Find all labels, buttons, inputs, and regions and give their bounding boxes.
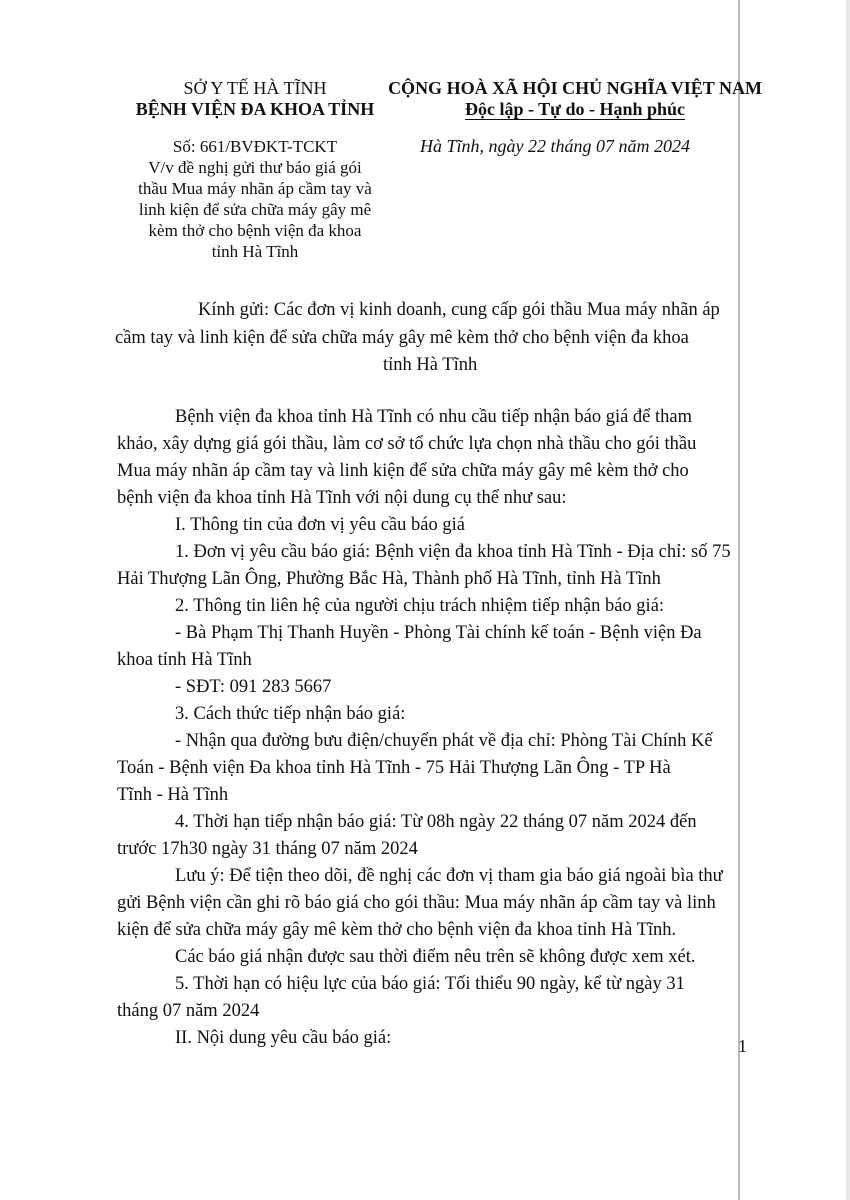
- body-line-22: 5. Thời hạn có hiệu lực của báo giá: Tối thiểu 90 ngày, kể từ ngày 31: [175, 974, 685, 994]
- body-line-16: 4. Thời hạn tiếp nhận báo giá: Từ 08h ngày 22 tháng 07 năm 2024 đến: [175, 812, 697, 832]
- place-date: Hà Tĩnh, ngày 22 tháng 07 năm 2024: [420, 136, 690, 156]
- ministry-name: SỞ Y TẾ HÀ TĨNH: [183, 78, 327, 98]
- body-line-23: tháng 07 năm 2024: [117, 1001, 260, 1021]
- section-1-heading: I. Thông tin của đơn vị yêu cầu báo giá: [175, 515, 465, 535]
- body-line-8: 2. Thông tin liên hệ của người chịu trách nhiệm tiếp nhận báo giá:: [175, 596, 665, 616]
- body-line-4: bệnh viện đa khoa tỉnh Hà Tĩnh với nội dung cụ thể như sau:: [117, 488, 567, 508]
- body-line-13: - Nhận qua đường bưu điện/chuyển phát về địa chỉ: Phòng Tài Chính Kế: [175, 731, 713, 751]
- note-line-1: Lưu ý: Để tiện theo dõi, đề nghị các đơn vị tham gia báo giá ngoài bìa thư: [175, 866, 723, 886]
- scan-edge: [738, 0, 740, 1200]
- hospital-name: BỆNH VIỆN ĐA KHOA TỈNH: [135, 99, 375, 119]
- body-line-2: khảo, xây dựng giá gói thầu, làm cơ sở tổ chức lựa chọn nhà thầu cho gói thầu: [117, 434, 697, 454]
- note-line-3: kiện để sửa chữa máy gây mê kèm thở cho bệnh viện đa khoa tỉnh Hà Tĩnh.: [117, 920, 677, 940]
- subject-line-4: kèm thở cho bệnh viện đa khoa: [148, 221, 362, 240]
- scan-edge-right: [846, 0, 850, 1200]
- body-line-7: Hải Thượng Lãn Ông, Phường Bắc Hà, Thành phố Hà Tĩnh, tỉnh Hà Tĩnh: [117, 569, 661, 589]
- body-line-10: khoa tỉnh Hà Tĩnh: [117, 650, 252, 670]
- recipient-line-2: cầm tay và linh kiện để sửa chữa máy gây mê kèm thở cho bệnh viện đa khoa: [115, 328, 689, 348]
- body-line-3: Mua máy nhãn áp cầm tay và linh kiện để sửa chữa máy gây mê kèm thở cho: [117, 461, 689, 481]
- body-line-12: 3. Cách thức tiếp nhận báo giá:: [175, 704, 406, 724]
- subject-line-3: linh kiện để sửa chữa máy gây mê: [138, 200, 372, 219]
- header-right: [380, 78, 770, 157]
- national-motto: [465, 99, 685, 120]
- document-number: Số: 661/BVĐKT-TCKT: [172, 137, 338, 156]
- recipient-line-1: Kính gửi: Các đơn vị kinh doanh, cung cấp gói thầu Mua máy nhãn áp: [198, 300, 720, 320]
- body-line-15: Tĩnh - Hà Tĩnh: [117, 785, 229, 805]
- section-2-heading: II. Nội dung yêu cầu báo giá:: [175, 1028, 392, 1048]
- header-left: [130, 78, 380, 262]
- note-line-2: gửi Bệnh viện cần ghi rõ báo giá cho gói thầu: Mua máy nhãn áp cầm tay và linh: [117, 893, 716, 913]
- body-line-1: Bệnh viện đa khoa tỉnh Hà Tĩnh có nhu cầu tiếp nhận báo giá để tham: [175, 407, 693, 427]
- subject-line-2: thầu Mua máy nhãn áp cầm tay và: [138, 179, 372, 198]
- subject-line-5: tỉnh Hà Tĩnh: [211, 242, 299, 261]
- page-number: 1: [738, 1036, 747, 1056]
- phone-line: - SĐT: 091 283 5667: [175, 677, 332, 697]
- country-name: CỘNG HOÀ XÃ HỘI CHỦ NGHĨA VIỆT NAM: [388, 78, 762, 98]
- motto-text: Độc lập - Tự do - Hạnh phúc: [464, 99, 686, 119]
- body-line-17: trước 17h30 ngày 31 tháng 07 năm 2024: [117, 839, 418, 859]
- recipient-line-3: tỉnh Hà Tĩnh: [383, 355, 478, 375]
- body-line-9: - Bà Phạm Thị Thanh Huyền - Phòng Tài chính kế toán - Bệnh viện Đa: [175, 623, 702, 643]
- note-line-4: Các báo giá nhận được sau thời điểm nêu trên sẽ không được xem xét.: [175, 947, 696, 967]
- subject-line-1: V/v đề nghị gửi thư báo giá gói: [148, 158, 362, 177]
- body-line-6: 1. Đơn vị yêu cầu báo giá: Bệnh viện đa khoa tỉnh Hà Tĩnh - Địa chỉ: số 75: [175, 542, 731, 562]
- body-line-14: Toán - Bệnh viện Đa khoa tỉnh Hà Tĩnh - 75 Hải Thượng Lãn Ông - TP Hà: [117, 758, 671, 778]
